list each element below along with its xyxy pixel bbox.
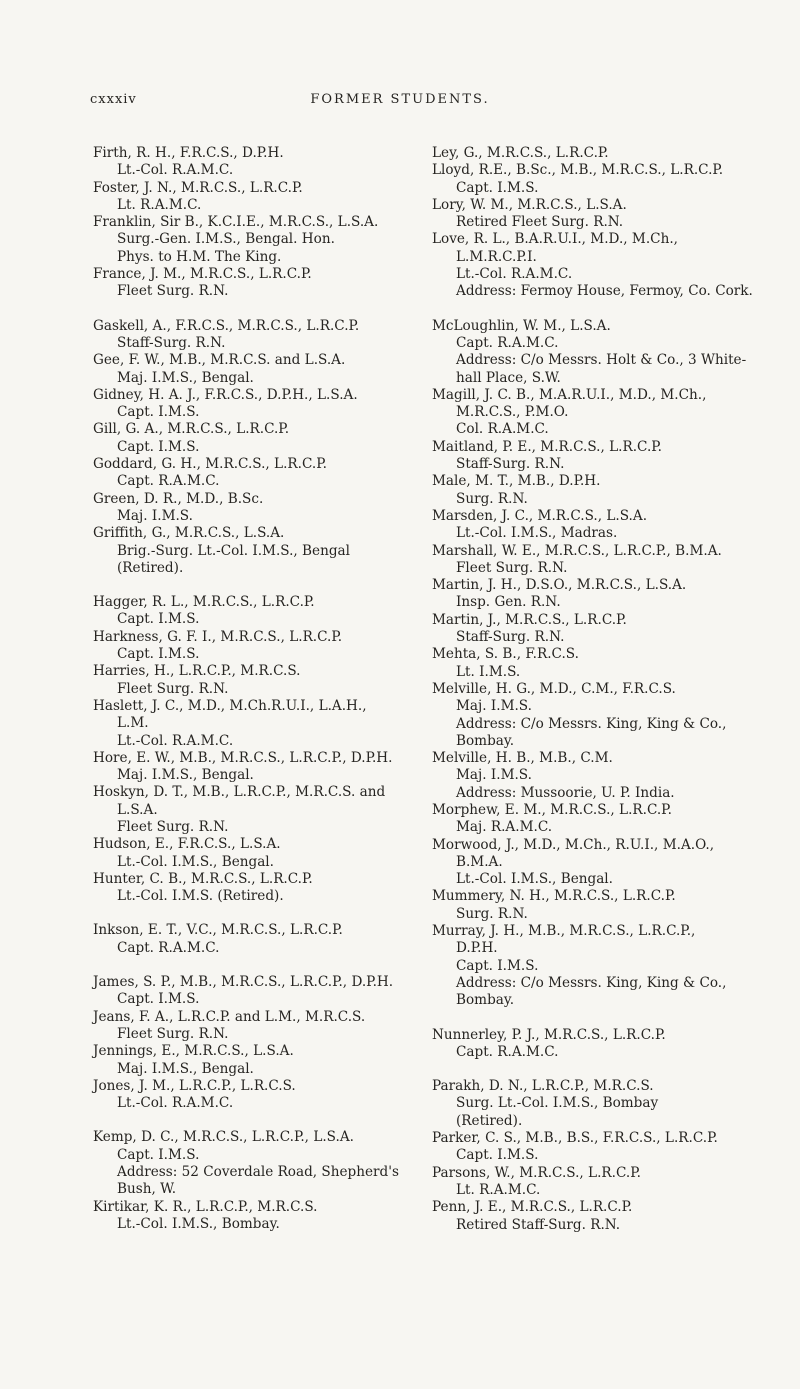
register-entry xyxy=(93,594,411,629)
register-entry xyxy=(432,837,770,889)
entry-detail-line: Insp. Gen. R.N. xyxy=(456,594,561,611)
entry-detail-line: Address: Fermoy House, Fermoy, Co. Cork. xyxy=(456,283,753,300)
register-entry xyxy=(432,802,770,837)
register-entry xyxy=(432,318,770,387)
register-entry xyxy=(432,888,770,923)
register-entry xyxy=(93,1043,411,1078)
register-entry xyxy=(93,698,411,750)
entry-name-line: Franklin, Sir B., K.C.I.E., M.R.C.S., L.S.A. xyxy=(93,214,379,231)
entry-detail-line: Lt. R.A.M.C. xyxy=(117,196,202,213)
entry-name-line: Mehta, S. B., F.R.C.S. xyxy=(432,646,579,663)
entry-name-line: Marsden, J. C., M.R.C.S., L.S.A. xyxy=(432,507,648,524)
left-column xyxy=(93,145,411,1250)
entry-detail-line: Col. R.A.M.C. xyxy=(456,421,549,438)
entry-name-line: Martin, J., M.R.C.S., L.R.C.P. xyxy=(432,611,627,628)
register-entry xyxy=(93,974,411,1009)
entry-detail-line: Maj. I.M.S., Bengal. xyxy=(117,767,254,784)
entry-name-line: Kirtikar, K. R., L.R.C.P., M.R.C.S. xyxy=(93,1198,318,1215)
register-entry xyxy=(432,750,770,802)
entry-name-line: Foster, J. N., M.R.C.S., L.R.C.P. xyxy=(93,179,303,196)
register-entry xyxy=(93,663,411,698)
register-entry xyxy=(93,784,411,836)
entry-name-line: Martin, J. H., D.S.O., M.R.C.S., L.S.A. xyxy=(432,577,687,594)
page-number: cxxxiv xyxy=(90,92,137,107)
entry-name-line: Gee, F. W., M.B., M.R.C.S. and L.S.A. xyxy=(93,352,346,369)
register-entry xyxy=(93,871,411,906)
entry-name-line: Harries, H., L.R.C.P., M.R.C.S. xyxy=(93,663,301,680)
entry-name-line: Harkness, G. F. I., M.R.C.S., L.R.C.P. xyxy=(93,628,343,645)
register-entry xyxy=(93,629,411,664)
entry-name-line: Hoskyn, D. T., M.B., L.R.C.P., M.R.C.S. and xyxy=(93,784,386,801)
entry-detail-line: Capt. R.A.M.C. xyxy=(117,473,220,490)
entry-detail-line: Staff-Surg. R.N. xyxy=(117,334,226,351)
register-entry xyxy=(432,923,770,1009)
register-entry xyxy=(93,491,411,526)
register-entry xyxy=(432,612,770,647)
register-entry xyxy=(432,231,770,300)
entry-detail-line: Capt. I.M.S. xyxy=(456,957,539,974)
register-entry xyxy=(93,352,411,387)
entry-detail-line: Surg. R.N. xyxy=(456,490,528,507)
entry-detail-line: Lt.-Col. I.M.S., Bengal. xyxy=(456,871,613,888)
register-entry xyxy=(93,180,411,215)
entry-detail-line: Surg. R.N. xyxy=(456,905,528,922)
entry-name-line: Hudson, E., F.R.C.S., L.S.A. xyxy=(93,836,281,853)
letter-group xyxy=(432,318,770,1010)
entry-detail-line: Capt. I.M.S. xyxy=(117,646,200,663)
entry-detail-line: Maj. R.A.M.C. xyxy=(456,819,553,836)
entry-detail-line: Brig.-Surg. Lt.-Col. I.M.S., Bengal xyxy=(117,542,351,559)
entry-name-line: Gill, G. A., M.R.C.S., L.R.C.P. xyxy=(93,421,290,438)
entry-detail-line: Fleet Surg. R.N. xyxy=(117,680,229,697)
entry-detail-line: Capt. I.M.S. xyxy=(117,438,200,455)
register-entry xyxy=(93,318,411,353)
entry-detail-line: Lt.-Col. R.A.M.C. xyxy=(117,732,234,749)
register-entry xyxy=(93,836,411,871)
entry-name-line: Hagger, R. L., M.R.C.S., L.R.C.P. xyxy=(93,594,315,611)
register-entry xyxy=(93,1078,411,1113)
register-entry xyxy=(432,439,770,474)
entry-name-line: Parker, C. S., M.B., B.S., F.R.C.S., L.R.C.P. xyxy=(432,1130,718,1147)
entry-detail-line: Lt. R.A.M.C. xyxy=(456,1181,541,1198)
entry-name-line: Marshall, W. E., M.R.C.S., L.R.C.P., B.M.A. xyxy=(432,542,722,559)
entry-detail-line: M.R.C.S., P.M.O. xyxy=(456,404,569,421)
register-entry xyxy=(432,577,770,612)
entry-detail-line: Address: 52 Coverdale Road, Shepherd's xyxy=(117,1164,399,1181)
letter-group xyxy=(93,974,411,1112)
entry-detail-line: L.M. xyxy=(117,715,149,732)
page-header xyxy=(0,92,800,122)
entry-detail-line: Bombay. xyxy=(456,732,515,749)
entry-detail-line: Retired Staff-Surg. R.N. xyxy=(456,1216,621,1233)
entry-name-line: Penn, J. E., M.R.C.S., L.R.C.P. xyxy=(432,1199,633,1216)
entry-detail-line: Capt. I.M.S. xyxy=(117,404,200,421)
entry-name-line: McLoughlin, W. M., L.S.A. xyxy=(432,317,611,334)
register-entry xyxy=(432,681,770,750)
register-entry xyxy=(93,145,411,180)
entry-detail-line: Staff-Surg. R.N. xyxy=(456,456,565,473)
entry-detail-line: Address: C/o Messrs. King, King & Co., xyxy=(456,974,727,991)
register-entry xyxy=(93,214,411,266)
register-entry xyxy=(93,922,411,957)
entry-name-line: Magill, J. C. B., M.A.R.U.I., M.D., M.Ch., xyxy=(432,386,707,403)
entry-name-line: Male, M. T., M.B., D.P.H. xyxy=(432,473,601,490)
register-entry xyxy=(432,1078,770,1130)
register-entry xyxy=(93,1199,411,1234)
entry-name-line: Love, R. L., B.A.R.U.I., M.D., M.Ch., xyxy=(432,231,678,248)
entry-detail-line: Fleet Surg. R.N. xyxy=(456,559,568,576)
entry-detail-line: (Retired). xyxy=(117,559,184,576)
entry-name-line: Melville, H. B., M.B., C.M. xyxy=(432,750,613,767)
entry-name-line: James, S. P., M.B., M.R.C.S., L.R.C.P., D.P.H. xyxy=(93,974,394,991)
letter-group xyxy=(432,145,770,301)
entry-name-line: Morphew, E. M., M.R.C.S., L.R.C.P. xyxy=(432,801,672,818)
entry-detail-line: (Retired). xyxy=(456,1112,523,1129)
entry-name-line: Jeans, F. A., L.R.C.P. and L.M., M.R.C.S. xyxy=(93,1008,366,1025)
entry-detail-line: Surg. Lt.-Col. I.M.S., Bombay xyxy=(456,1095,659,1112)
entry-name-line: Jones, J. M., L.R.C.P., L.R.C.S. xyxy=(93,1077,296,1094)
entry-detail-line: Lt.-Col. R.A.M.C. xyxy=(456,266,573,283)
register-entry xyxy=(93,456,411,491)
entry-name-line: Goddard, G. H., M.R.C.S., L.R.C.P. xyxy=(93,456,327,473)
register-entry xyxy=(93,750,411,785)
register-entry xyxy=(93,1129,411,1198)
entry-name-line: Jennings, E., M.R.C.S., L.S.A. xyxy=(93,1043,294,1060)
entry-name-line: Gidney, H. A. J., F.R.C.S., D.P.H., L.S.A. xyxy=(93,386,358,403)
entry-detail-line: B.M.A. xyxy=(456,853,503,870)
letter-group xyxy=(93,318,411,577)
entry-detail-line: Retired Fleet Surg. R.N. xyxy=(456,214,624,231)
entry-detail-line: Lt.-Col. R.A.M.C. xyxy=(117,1095,234,1112)
entry-name-line: Green, D. R., M.D., B.Sc. xyxy=(93,490,264,507)
register-entry xyxy=(93,525,411,577)
entry-detail-line: Maj. I.M.S. xyxy=(117,507,193,524)
register-entry xyxy=(432,197,770,232)
entry-name-line: Ley, G., M.R.C.S., L.R.C.P. xyxy=(432,145,609,161)
entry-detail-line: Capt. I.M.S. xyxy=(456,1147,539,1164)
register-entry xyxy=(93,387,411,422)
entry-detail-line: Address: C/o Messrs. King, King & Co., xyxy=(456,715,727,732)
entry-name-line: Parakh, D. N., L.R.C.P., M.R.C.S. xyxy=(432,1078,654,1095)
entry-detail-line: Phys. to H.M. The King. xyxy=(117,248,282,265)
entry-detail-line: Address: Mussoorie, U. P. India. xyxy=(456,784,675,801)
right-column xyxy=(432,145,770,1251)
entry-detail-line: Capt. I.M.S. xyxy=(117,991,200,1008)
letter-group xyxy=(93,922,411,957)
entry-detail-line: Address: C/o Messrs. Holt & Co., 3 White- xyxy=(456,352,747,369)
register-entry xyxy=(432,1199,770,1234)
entry-name-line: Morwood, J., M.D., M.Ch., R.U.I., M.A.O., xyxy=(432,836,715,853)
entry-detail-line: hall Place, S.W. xyxy=(456,369,561,386)
entry-detail-line: Capt. R.A.M.C. xyxy=(456,1043,559,1060)
letter-group xyxy=(432,1078,770,1234)
register-entry xyxy=(432,473,770,508)
register-entry xyxy=(432,508,770,543)
register-entry xyxy=(432,1165,770,1200)
entry-name-line: Haslett, J. C., M.D., M.Ch.R.U.I., L.A.H., xyxy=(93,697,367,714)
letter-group xyxy=(432,1027,770,1062)
entry-detail-line: Lt.-Col. I.M.S. (Retired). xyxy=(117,888,284,905)
entry-name-line: Hunter, C. B., M.R.C.S., L.R.C.P. xyxy=(93,870,313,887)
entry-detail-line: Fleet Surg. R.N. xyxy=(117,283,229,300)
entry-detail-line: Lt.-Col. I.M.S., Bombay. xyxy=(117,1215,280,1232)
entry-detail-line: Capt. R.A.M.C. xyxy=(117,939,220,956)
register-entry xyxy=(93,266,411,301)
entry-name-line: Murray, J. H., M.B., M.R.C.S., L.R.C.P., xyxy=(432,923,696,940)
letter-group xyxy=(93,594,411,905)
entry-detail-line: Maj. I.M.S., Bengal. xyxy=(117,369,254,386)
entry-name-line: Gaskell, A., F.R.C.S., M.R.C.S., L.R.C.P. xyxy=(93,317,360,334)
register-entry xyxy=(93,1009,411,1044)
entry-detail-line: L.S.A. xyxy=(117,801,158,818)
register-entry xyxy=(432,1027,770,1062)
entry-detail-line: Surg.-Gen. I.M.S., Bengal. Hon. xyxy=(117,231,335,248)
entry-detail-line: Capt. I.M.S. xyxy=(117,1146,200,1163)
register-entry xyxy=(93,421,411,456)
entry-detail-line: Bush, W. xyxy=(117,1181,177,1198)
entry-detail-line: L.M.R.C.P.I. xyxy=(456,248,537,265)
letter-group xyxy=(93,1129,411,1233)
register-entry xyxy=(432,1130,770,1165)
register-entry xyxy=(432,162,770,197)
entry-detail-line: Capt. R.A.M.C. xyxy=(456,334,559,351)
entry-detail-line: Maj. I.M.S., Bengal. xyxy=(117,1060,254,1077)
entry-name-line: Firth, R. H., F.R.C.S., D.P.H. xyxy=(93,145,284,161)
entry-detail-line: Fleet Surg. R.N. xyxy=(117,818,229,835)
running-head: FORMER STUDENTS. xyxy=(310,92,490,107)
register-entry xyxy=(432,646,770,681)
entry-detail-line: Capt. I.M.S. xyxy=(117,611,200,628)
letter-group xyxy=(93,145,411,301)
entry-name-line: Maitland, P. E., M.R.C.S., L.R.C.P. xyxy=(432,438,662,455)
entry-name-line: Inkson, E. T., V.C., M.R.C.S., L.R.C.P. xyxy=(93,922,343,939)
entry-name-line: Lloyd, R.E., B.Sc., M.B., M.R.C.S., L.R.C.P. xyxy=(432,162,724,179)
entry-detail-line: Bombay. xyxy=(456,992,515,1009)
entry-name-line: Parsons, W., M.R.C.S., L.R.C.P. xyxy=(432,1164,641,1181)
entry-detail-line: Maj. I.M.S. xyxy=(456,698,532,715)
register-entry xyxy=(432,145,770,162)
entry-detail-line: Lt.-Col. I.M.S., Madras. xyxy=(456,525,618,542)
entry-name-line: Kemp, D. C., M.R.C.S., L.R.C.P., L.S.A. xyxy=(93,1129,354,1146)
entry-detail-line: Staff-Surg. R.N. xyxy=(456,629,565,646)
entry-name-line: Nunnerley, P. J., M.R.C.S., L.R.C.P. xyxy=(432,1026,666,1043)
entry-name-line: Melville, H. G., M.D., C.M., F.R.C.S. xyxy=(432,680,676,697)
register-entry xyxy=(432,543,770,578)
entry-detail-line: Lt. I.M.S. xyxy=(456,663,521,680)
entry-name-line: Hore, E. W., M.B., M.R.C.S., L.R.C.P., D.P.H. xyxy=(93,749,393,766)
register-entry xyxy=(432,387,770,439)
entry-name-line: Lory, W. M., M.R.C.S., L.S.A. xyxy=(432,196,627,213)
entry-detail-line: D.P.H. xyxy=(456,940,498,957)
entry-detail-line: Maj. I.M.S. xyxy=(456,767,532,784)
entry-detail-line: Capt. I.M.S. xyxy=(456,179,539,196)
entry-name-line: France, J. M., M.R.C.S., L.R.C.P. xyxy=(93,266,312,283)
entry-detail-line: Lt.-Col. I.M.S., Bengal. xyxy=(117,853,274,870)
entry-name-line: Griffith, G., M.R.C.S., L.S.A. xyxy=(93,525,285,542)
entry-detail-line: Lt.-Col. R.A.M.C. xyxy=(117,162,234,179)
entry-detail-line: Fleet Surg. R.N. xyxy=(117,1025,229,1042)
entry-name-line: Mummery, N. H., M.R.C.S., L.R.C.P. xyxy=(432,888,676,905)
